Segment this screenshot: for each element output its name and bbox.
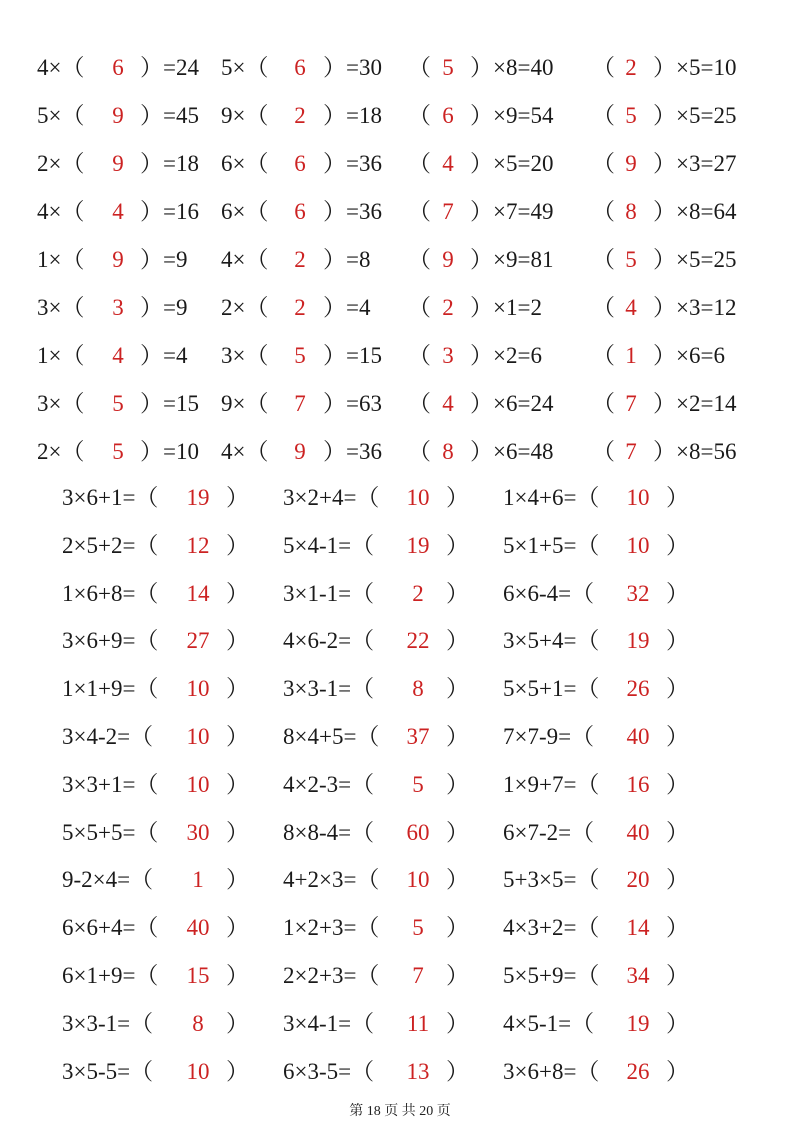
answer-value: 26 — [626, 676, 650, 702]
problem-row — [0, 336, 800, 376]
problem-text: 3×3-1=（ — [62, 1010, 154, 1036]
problem-text: 4×2-3=（ — [283, 771, 375, 797]
problem-text: 7×7-9=（ — [503, 724, 595, 749]
closing-paren: ） — [666, 915, 689, 941]
answer-value: 3 — [442, 343, 454, 368]
answer-value: 7 — [442, 199, 454, 224]
problem-row — [0, 1004, 800, 1044]
problem-text: ）=18 — [323, 103, 382, 128]
problem-text: （ — [408, 103, 431, 128]
problem-text: 3×6+9=（ — [62, 628, 159, 654]
answer-value: 60 — [406, 819, 430, 845]
answer-value: 9 — [112, 247, 124, 272]
problem-text: 4+2×3=（ — [283, 867, 380, 893]
closing-paren: ） — [446, 915, 469, 941]
answer-value: 8 — [442, 439, 454, 464]
answer-value: 7 — [625, 439, 637, 464]
closing-paren: ） — [666, 963, 689, 988]
answer-value: 27 — [186, 628, 210, 654]
answer-value: 37 — [406, 724, 430, 749]
problem-text: （ — [592, 343, 615, 368]
answer-value: 13 — [406, 1058, 430, 1084]
answer-value: 5 — [625, 103, 637, 128]
closing-paren: ） — [226, 532, 249, 558]
answer-value: 40 — [186, 915, 210, 941]
problem-text: 3×6+8=（ — [503, 1058, 600, 1084]
problem-text: 1×1+9=（ — [62, 676, 159, 702]
answer-value: 5 — [412, 771, 424, 797]
answer-value: 10 — [626, 485, 650, 510]
problem-text: 9×（ — [221, 391, 269, 416]
answer-value: 7 — [294, 391, 306, 416]
problem-text: 3×3-1=（ — [283, 676, 375, 702]
problem-text: ）=10 — [140, 439, 199, 464]
answer-value: 12 — [186, 532, 210, 558]
answer-value: 20 — [626, 867, 650, 893]
answer-value: 6 — [294, 55, 306, 80]
problem-text: 3×（ — [37, 391, 85, 416]
answer-value: 2 — [294, 103, 306, 128]
problem-text: 3×6+1=（ — [62, 485, 159, 510]
problem-text: 5×（ — [221, 55, 269, 80]
problem-text: 2×（ — [221, 295, 269, 320]
answer-value: 10 — [186, 724, 210, 749]
answer-value: 10 — [406, 485, 430, 510]
problem-text: ）=36 — [323, 151, 382, 176]
problem-text: ）×8=40 — [470, 55, 554, 80]
closing-paren: ） — [226, 771, 249, 797]
problem-text: ）=36 — [323, 199, 382, 224]
answer-value: 4 — [112, 343, 124, 368]
answer-value: 7 — [625, 391, 637, 416]
problem-row — [0, 765, 800, 805]
problem-text: （ — [408, 247, 431, 272]
problem-text: ）×1=2 — [470, 295, 542, 320]
answer-value: 10 — [406, 867, 430, 893]
closing-paren: ） — [446, 676, 469, 702]
answer-value: 2 — [294, 247, 306, 272]
problem-text: （ — [592, 199, 615, 224]
closing-paren: ） — [226, 676, 249, 702]
problem-text: 6×（ — [221, 151, 269, 176]
problem-text: ）×7=49 — [470, 199, 554, 224]
problem-row — [0, 432, 800, 472]
problem-row — [0, 908, 800, 948]
closing-paren: ） — [446, 532, 469, 558]
problem-text: （ — [408, 343, 431, 368]
answer-value: 1 — [625, 343, 637, 368]
problem-text: 2×（ — [37, 439, 85, 464]
problem-text: ）×6=48 — [470, 439, 554, 464]
problem-text: ）×9=81 — [470, 247, 554, 272]
problem-text: 2×2+3=（ — [283, 963, 380, 988]
closing-paren: ） — [226, 628, 249, 654]
problem-row — [0, 813, 800, 853]
problem-text: 5+3×5=（ — [503, 867, 600, 893]
answer-value: 10 — [186, 676, 210, 702]
answer-value: 8 — [625, 199, 637, 224]
closing-paren: ） — [446, 485, 469, 510]
answer-value: 6 — [442, 103, 454, 128]
closing-paren: ） — [666, 1058, 689, 1084]
answer-value: 3 — [112, 295, 124, 320]
problem-text: ）=9 — [140, 295, 188, 320]
problem-text: ）=4 — [140, 343, 188, 368]
answer-value: 19 — [186, 485, 210, 510]
answer-value: 5 — [442, 55, 454, 80]
closing-paren: ） — [666, 676, 689, 702]
problem-text: （ — [592, 439, 615, 464]
closing-paren: ） — [446, 1058, 469, 1084]
problem-row — [0, 956, 800, 996]
problem-text: 3×（ — [221, 343, 269, 368]
closing-paren: ） — [666, 724, 689, 749]
problem-text: 6×7-2=（ — [503, 819, 595, 845]
problem-row — [0, 574, 800, 614]
answer-value: 14 — [626, 915, 650, 941]
problem-text: 3×5-5=（ — [62, 1058, 154, 1084]
closing-paren: ） — [446, 867, 469, 893]
closing-paren: ） — [666, 532, 689, 558]
problem-text: 6×3-5=（ — [283, 1058, 375, 1084]
answer-value: 5 — [412, 915, 424, 941]
answer-value: 1 — [192, 867, 204, 893]
answer-value: 8 — [192, 1010, 204, 1036]
problem-text: 3×1-1=（ — [283, 580, 375, 606]
problem-row — [0, 526, 800, 566]
answer-value: 40 — [626, 724, 650, 749]
answer-value: 40 — [626, 819, 650, 845]
answer-value: 5 — [294, 343, 306, 368]
problem-text: ）×3=27 — [653, 151, 737, 176]
problem-text: （ — [408, 295, 431, 320]
answer-value: 8 — [412, 676, 424, 702]
answer-value: 15 — [186, 963, 210, 988]
closing-paren: ） — [226, 915, 249, 941]
problem-text: ）×6=6 — [653, 343, 725, 368]
closing-paren: ） — [446, 771, 469, 797]
closing-paren: ） — [446, 580, 469, 606]
problem-text: 9×（ — [221, 103, 269, 128]
closing-paren: ） — [446, 628, 469, 654]
closing-paren: ） — [666, 628, 689, 654]
problem-text: ）×3=12 — [653, 295, 737, 320]
problem-text: 3×（ — [37, 295, 85, 320]
problem-text: ）×5=25 — [653, 247, 737, 272]
answer-value: 32 — [626, 580, 650, 606]
problem-text: 3×4-1=（ — [283, 1010, 375, 1036]
closing-paren: ） — [666, 819, 689, 845]
answer-value: 4 — [442, 391, 454, 416]
problem-text: ）×5=20 — [470, 151, 554, 176]
answer-value: 10 — [186, 1058, 210, 1084]
problem-row — [0, 240, 800, 280]
problem-text: （ — [408, 199, 431, 224]
closing-paren: ） — [666, 485, 689, 510]
answer-value: 11 — [406, 1010, 430, 1036]
problem-text: 3×3+1=（ — [62, 771, 159, 797]
problem-text: 4×（ — [221, 439, 269, 464]
problem-row — [0, 96, 800, 136]
closing-paren: ） — [666, 867, 689, 893]
answer-value: 19 — [626, 1010, 650, 1036]
closing-paren: ） — [446, 963, 469, 988]
answer-value: 7 — [412, 963, 424, 988]
answer-value: 6 — [294, 151, 306, 176]
closing-paren: ） — [226, 485, 249, 510]
problem-text: ）×5=25 — [653, 103, 737, 128]
answer-value: 2 — [442, 295, 454, 320]
problem-text: 8×8-4=（ — [283, 819, 375, 845]
answer-value: 5 — [112, 391, 124, 416]
problem-row — [0, 384, 800, 424]
closing-paren: ） — [666, 771, 689, 797]
answer-value: 19 — [626, 628, 650, 654]
closing-paren: ） — [666, 580, 689, 606]
problem-row — [0, 669, 800, 709]
problem-text: 5×5+1=（ — [503, 676, 600, 702]
problem-text: 5×4-1=（ — [283, 532, 375, 558]
answer-value: 9 — [112, 103, 124, 128]
closing-paren: ） — [446, 819, 469, 845]
problem-text: 1×4+6=（ — [503, 485, 600, 510]
answer-value: 10 — [186, 771, 210, 797]
problem-text: 4×6-2=（ — [283, 628, 375, 654]
answer-value: 5 — [625, 247, 637, 272]
problem-text: ）=18 — [140, 151, 199, 176]
answer-value: 5 — [112, 439, 124, 464]
problem-text: 5×5+5=（ — [62, 819, 159, 845]
problem-text: 5×（ — [37, 103, 85, 128]
problem-text: ）=15 — [140, 391, 199, 416]
problem-text: 1×（ — [37, 247, 85, 272]
page-footer: 第 18 页 共 20 页 — [349, 1104, 451, 1119]
problem-text: ）=24 — [140, 55, 199, 80]
problem-text: 5×5+9=（ — [503, 963, 600, 988]
problem-text: ）×5=10 — [653, 55, 737, 80]
closing-paren: ） — [226, 1058, 249, 1084]
closing-paren: ） — [226, 867, 249, 893]
answer-value: 6 — [112, 55, 124, 80]
problem-text: （ — [592, 103, 615, 128]
problem-text: 6×6-4=（ — [503, 580, 595, 606]
problem-row — [0, 48, 800, 88]
closing-paren: ） — [226, 963, 249, 988]
problem-text: ）=9 — [140, 247, 188, 272]
problem-text: ）=15 — [323, 343, 382, 368]
problem-text: 2×（ — [37, 151, 85, 176]
problem-text: 5×1+5=（ — [503, 532, 600, 558]
closing-paren: ） — [226, 1010, 249, 1036]
problem-text: （ — [408, 151, 431, 176]
problem-text: 3×4-2=（ — [62, 724, 154, 749]
problem-text: （ — [592, 391, 615, 416]
problem-text: 6×6+4=（ — [62, 915, 159, 941]
answer-value: 22 — [406, 628, 430, 654]
closing-paren: ） — [666, 1010, 689, 1036]
closing-paren: ） — [226, 724, 249, 749]
problem-text: ）=16 — [140, 199, 199, 224]
problem-text: ）=4 — [323, 295, 371, 320]
problem-text: 4×3+2=（ — [503, 915, 600, 941]
problem-text: （ — [592, 247, 615, 272]
problem-text: ）×6=24 — [470, 391, 554, 416]
answer-value: 10 — [626, 532, 650, 558]
answer-value: 4 — [625, 295, 637, 320]
answer-value: 6 — [294, 199, 306, 224]
problem-text: 4×（ — [37, 199, 85, 224]
answer-value: 9 — [294, 439, 306, 464]
answer-value: 34 — [626, 963, 650, 988]
problem-text: 1×（ — [37, 343, 85, 368]
problem-text: ）×2=6 — [470, 343, 542, 368]
answer-value: 14 — [186, 580, 210, 606]
problem-row — [0, 144, 800, 184]
answer-value: 19 — [406, 532, 430, 558]
problem-text: （ — [408, 391, 431, 416]
problem-text: （ — [592, 295, 615, 320]
problem-text: 4×（ — [221, 247, 269, 272]
problem-text: 4×（ — [37, 55, 85, 80]
closing-paren: ） — [226, 819, 249, 845]
problem-text: 3×5+4=（ — [503, 628, 600, 654]
answer-value: 16 — [626, 771, 650, 797]
problem-row — [0, 288, 800, 328]
answer-value: 9 — [625, 151, 637, 176]
problem-row — [0, 717, 800, 757]
problem-text: （ — [592, 55, 615, 80]
answer-value: 9 — [442, 247, 454, 272]
problem-text: ）=30 — [323, 55, 382, 80]
problem-text: ）=63 — [323, 391, 382, 416]
problem-text: 9-2×4=（ — [62, 867, 154, 893]
problem-text: 3×2+4=（ — [283, 485, 380, 510]
closing-paren: ） — [226, 580, 249, 606]
problem-text: 6×（ — [221, 199, 269, 224]
problem-text: 6×1+9=（ — [62, 963, 159, 988]
problem-row — [0, 1052, 800, 1092]
problem-row — [0, 478, 800, 518]
problem-text: （ — [592, 151, 615, 176]
problem-text: 1×6+8=（ — [62, 580, 159, 606]
closing-paren: ） — [446, 724, 469, 749]
answer-value: 9 — [112, 151, 124, 176]
answer-value: 26 — [626, 1058, 650, 1084]
answer-value: 2 — [412, 580, 424, 606]
problem-text: ）×8=64 — [653, 199, 737, 224]
answer-value: 4 — [112, 199, 124, 224]
problem-text: （ — [408, 55, 431, 80]
problem-text: 2×5+2=（ — [62, 532, 159, 558]
problem-text: ）=36 — [323, 439, 382, 464]
problem-text: 1×2+3=（ — [283, 915, 380, 941]
problem-row — [0, 192, 800, 232]
problem-text: ）×2=14 — [653, 391, 737, 416]
problem-text: ）×9=54 — [470, 103, 554, 128]
problem-text: ）=45 — [140, 103, 199, 128]
problem-text: 1×9+7=（ — [503, 771, 600, 797]
problem-row — [0, 621, 800, 661]
problem-text: （ — [408, 439, 431, 464]
problem-row — [0, 860, 800, 900]
answer-value: 2 — [294, 295, 306, 320]
problem-text: 8×4+5=（ — [283, 724, 380, 749]
problem-text: 4×5-1=（ — [503, 1010, 595, 1036]
answer-value: 4 — [442, 151, 454, 176]
problem-text: ）=8 — [323, 247, 371, 272]
problem-text: ）×8=56 — [653, 439, 737, 464]
closing-paren: ） — [446, 1010, 469, 1036]
answer-value: 2 — [625, 55, 637, 80]
answer-value: 30 — [186, 819, 210, 845]
